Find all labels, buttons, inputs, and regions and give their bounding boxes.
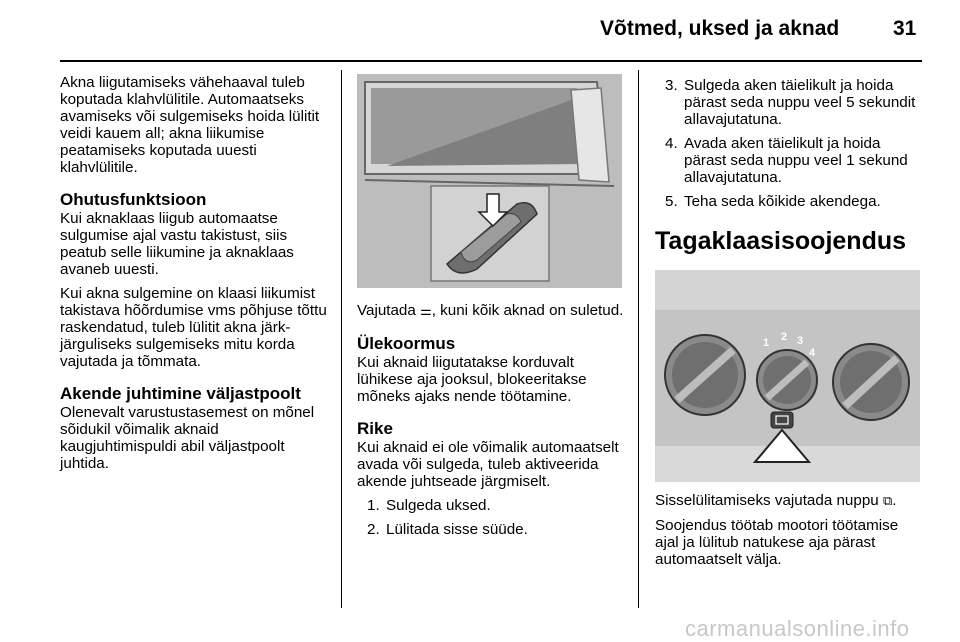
rear-window-heating-icon: ⧉ xyxy=(882,494,893,509)
fan-speed-label-1: 1 xyxy=(763,337,770,349)
page-number: 31 xyxy=(893,17,917,40)
fault-steps-list-continued xyxy=(655,77,923,210)
fan-speed-label-2: 2 xyxy=(781,331,788,343)
fan-speed-label-3: 3 xyxy=(797,335,804,347)
column-3 xyxy=(655,77,923,575)
paragraph-remote: Olenevalt varustustasemest on mõnel sõidukil võimalik aknaid kaugjuhtimispuldi abil väljastpoolt juhtida. xyxy=(60,404,315,472)
list-item: 2. Lülitada sisse süüde. xyxy=(367,521,528,538)
rear-window-heating-button xyxy=(771,412,793,428)
paragraph-toggle-heating: Sisselülitamiseks vajutada nuppu ⧉. xyxy=(655,492,897,509)
column-divider-1 xyxy=(341,70,342,608)
door-key-illustration xyxy=(357,74,622,288)
list-item: 1. Sulgeda uksed. xyxy=(367,497,491,514)
paragraph-safety: Kui aknaklaas liigub automaatse sulgumise ajal vastu takistust, siis peatub selle liikumine ja aknaklaas avaneb uuesti. xyxy=(60,210,294,278)
paragraph-fault: Kui aknaid ei ole võimalik automaatselt avada või sulgeda, tuleb aktiveerida akende juhtseade järgmiselt. xyxy=(357,439,619,490)
page-header-title: Võtmed, uksed ja aknad xyxy=(600,17,840,40)
heading-rear-window-heating: Tagaklaasisoojendus xyxy=(655,227,907,255)
list-item: 3. Sulgeda aken täielikult ja hoida pärast seda nuppu veel 5 sekundit allavajutatuna. xyxy=(665,77,916,128)
fault-steps-list xyxy=(357,497,625,538)
paragraph-overload: Kui aknaid liigutatakse korduvalt lühikese aja jooksul, blokeeritakse mõneks ajaks nende töötamine. xyxy=(357,354,587,405)
header-rule xyxy=(60,60,922,62)
watermark: carmanualsonline.info xyxy=(685,616,910,641)
paragraph-heating-operation: Soojendus töötab mootori töötamise ajal ja lülitub natukese aja pärast automaatselt välja. xyxy=(655,517,899,568)
paragraph-tap-switch: Akna liigutamiseks vähehaaval tuleb koputada klahvlülitile. Automaatseks avamiseks või sulgemiseks hoida lülitit veidi kauem all; akna liikumise peatamiseks koputada uuesti klahvlülitile. xyxy=(60,74,320,176)
column-2 xyxy=(357,74,625,545)
door-and-key-figure xyxy=(357,74,622,288)
lock-symbol-icon: ⚌ xyxy=(420,304,432,319)
heading-remote-control: Akende juhtimine väljastpoolt xyxy=(60,384,301,403)
paragraph-press-lock: Vajutada ⚌, kuni kõik aknad on suletud. xyxy=(357,302,624,319)
list-item: 4. Avada aken täielikult ja hoida pärast seda nuppu veel 1 sekund allavajutatuna. xyxy=(665,135,908,186)
heading-fault: Rike xyxy=(357,419,393,438)
paragraph-sluggish-window: Kui akna sulgemine on klaasi liikumist takistava hõõrdumise vms põhjuse tõttu raskendatud, tuleb lülitit akna järk-järguliseks sulgemiseks mitu korda vajutada ja tõmmata. xyxy=(60,285,327,370)
column-divider-2 xyxy=(638,70,639,608)
climate-control-illustration xyxy=(655,270,920,482)
heading-overload: Ülekoormus xyxy=(357,334,456,353)
list-item: 5. Teha seda kõikide akendega. xyxy=(665,193,881,210)
heading-safety-function: Ohutusfunktsioon xyxy=(60,190,207,209)
column-1 xyxy=(60,74,328,479)
fan-speed-label-4: 4 xyxy=(809,347,816,359)
climate-control-figure xyxy=(655,270,920,482)
